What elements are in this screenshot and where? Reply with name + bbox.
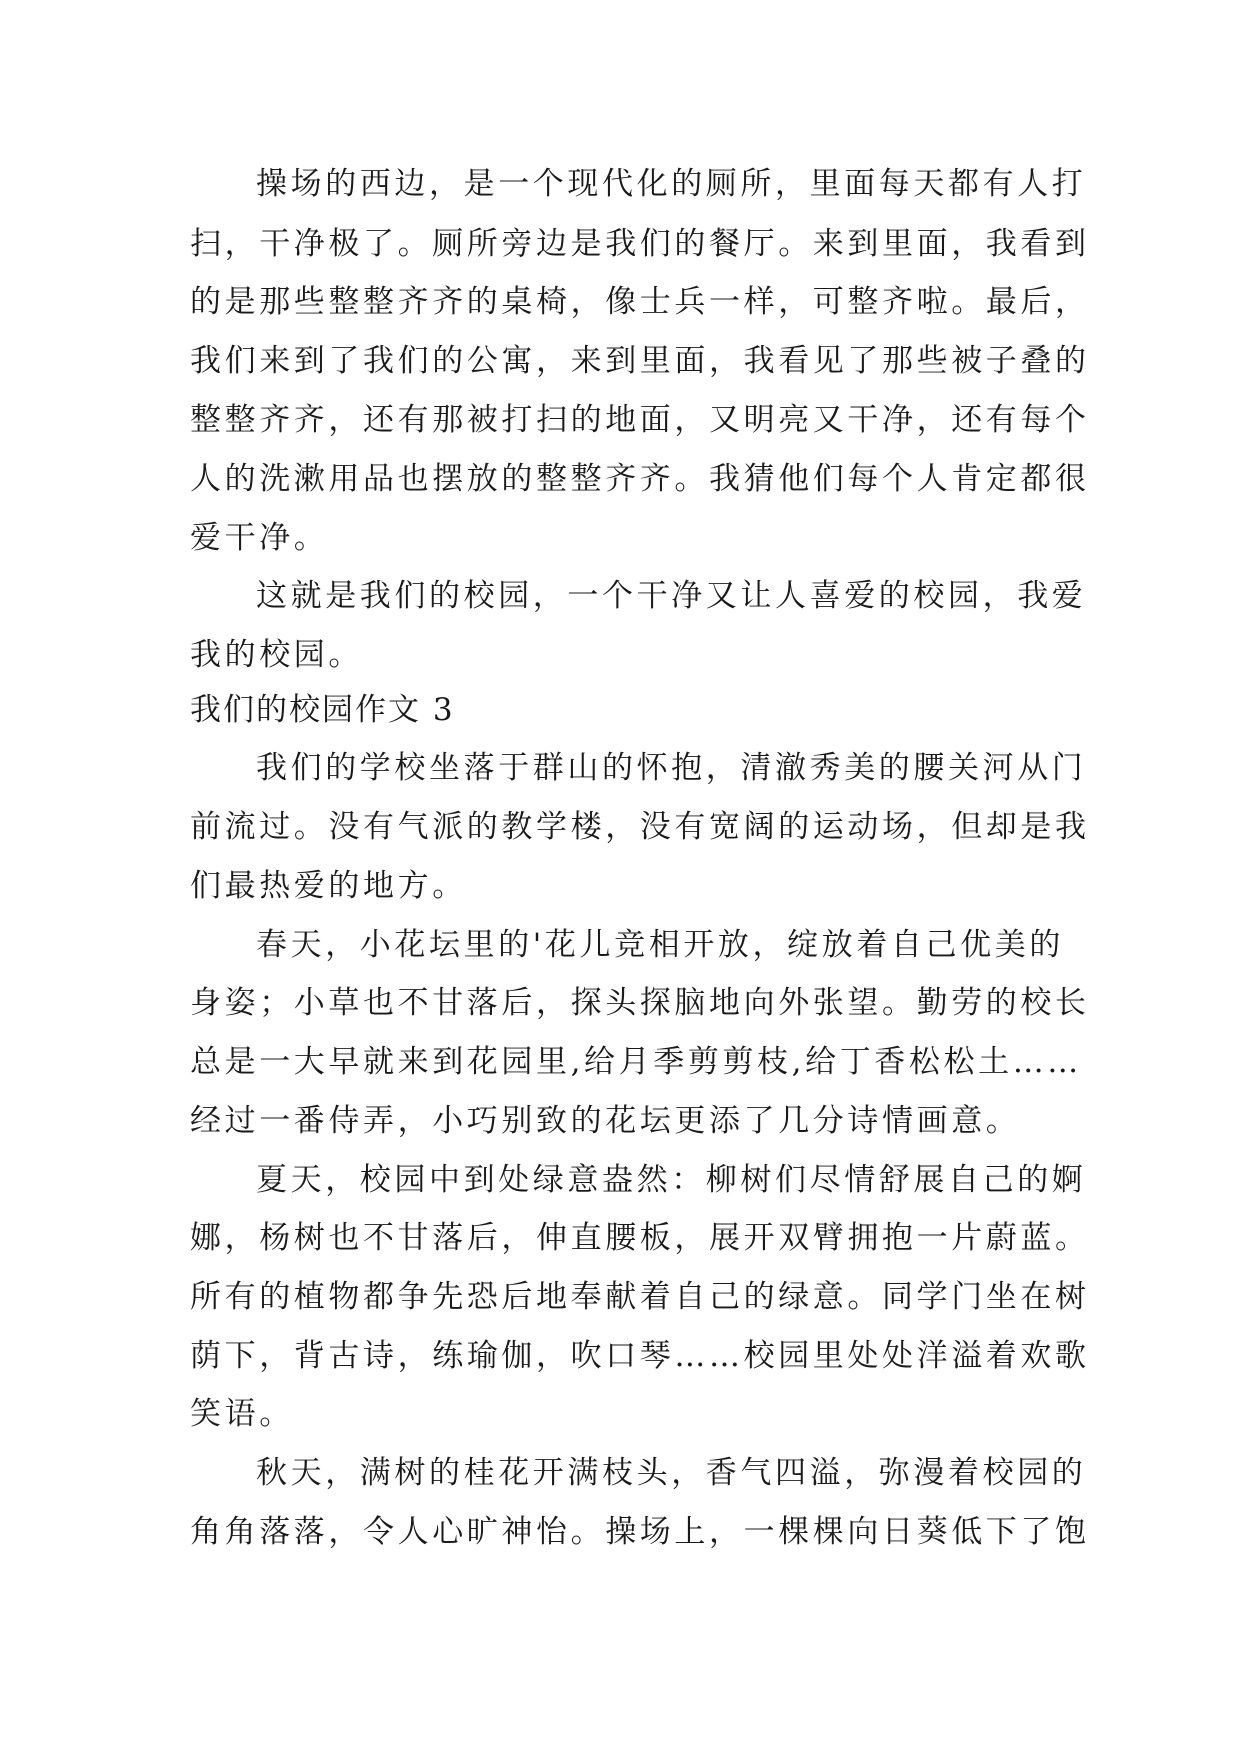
text-line: 爱干净。 <box>190 520 329 556</box>
text-line: 角角落落，令人心旷神怡。操场上，一棵棵向日葵低下了饱 <box>190 1514 1090 1550</box>
text-line: 们最热爱的地方。 <box>190 868 467 904</box>
text-line: 春天，小花坛里的'花儿竞相开放，绽放着自己优美的 <box>256 927 1064 963</box>
text-line: 操场的西边，是一个现代化的厕所，里面每天都有人打 <box>256 166 1087 202</box>
text-line: 娜，杨树也不甘落后，伸直腰板，展开双臂拥抱一片蔚蓝。 <box>190 1220 1090 1256</box>
text-line: 扫，干净极了。厕所旁边是我们的餐厅。来到里面，我看到 <box>190 226 1090 262</box>
text-line: 荫下，背古诗，练瑜伽，吹口琴……校园里处处洋溢着欢歌 <box>190 1338 1090 1374</box>
text-line: 的是那些整整齐齐的桌椅，像士兵一样，可整齐啦。最后， <box>190 284 1090 320</box>
text-line: 这就是我们的校园，一个干净又让人喜爱的校园，我爱 <box>256 578 1087 614</box>
text-line: 秋天，满树的桂花开满枝头，香气四溢，弥漫着校园的 <box>256 1455 1087 1491</box>
text-line: 我们来到了我们的公寓，来到里面，我看见了那些被子叠的 <box>190 343 1090 379</box>
text-line: 经过一番侍弄，小巧别致的花坛更添了几分诗情画意。 <box>190 1103 1021 1139</box>
section-heading: 我们的校园作文 3 <box>190 692 455 728</box>
text-line: 笑语。 <box>190 1396 294 1432</box>
text-line: 我们的学校坐落于群山的怀抱，清澈秀美的腰关河从门 <box>256 750 1087 786</box>
text-line: 身姿；小草也不甘落后，探头探脑地向外张望。勤劳的校长 <box>190 985 1090 1021</box>
text-line: 总是一大早就来到花园里,给月季剪剪枝,给丁香松松土…… <box>190 1044 1082 1080</box>
text-line: 夏天，校园中到处绿意盎然：柳树们尽情舒展自己的婀 <box>256 1162 1087 1198</box>
text-line: 整整齐齐，还有那被打扫的地面，又明亮又干净，还有每个 <box>190 402 1090 438</box>
text-line: 前流过。没有气派的教学楼，没有宽阔的运动场，但却是我 <box>190 809 1090 845</box>
text-line: 人的洗漱用品也摆放的整整齐齐。我猜他们每个人肯定都很 <box>190 461 1090 497</box>
text-line: 所有的植物都争先恐后地奉献着自己的绿意。同学门坐在树 <box>190 1279 1090 1315</box>
text-line: 我的校园。 <box>190 637 363 673</box>
